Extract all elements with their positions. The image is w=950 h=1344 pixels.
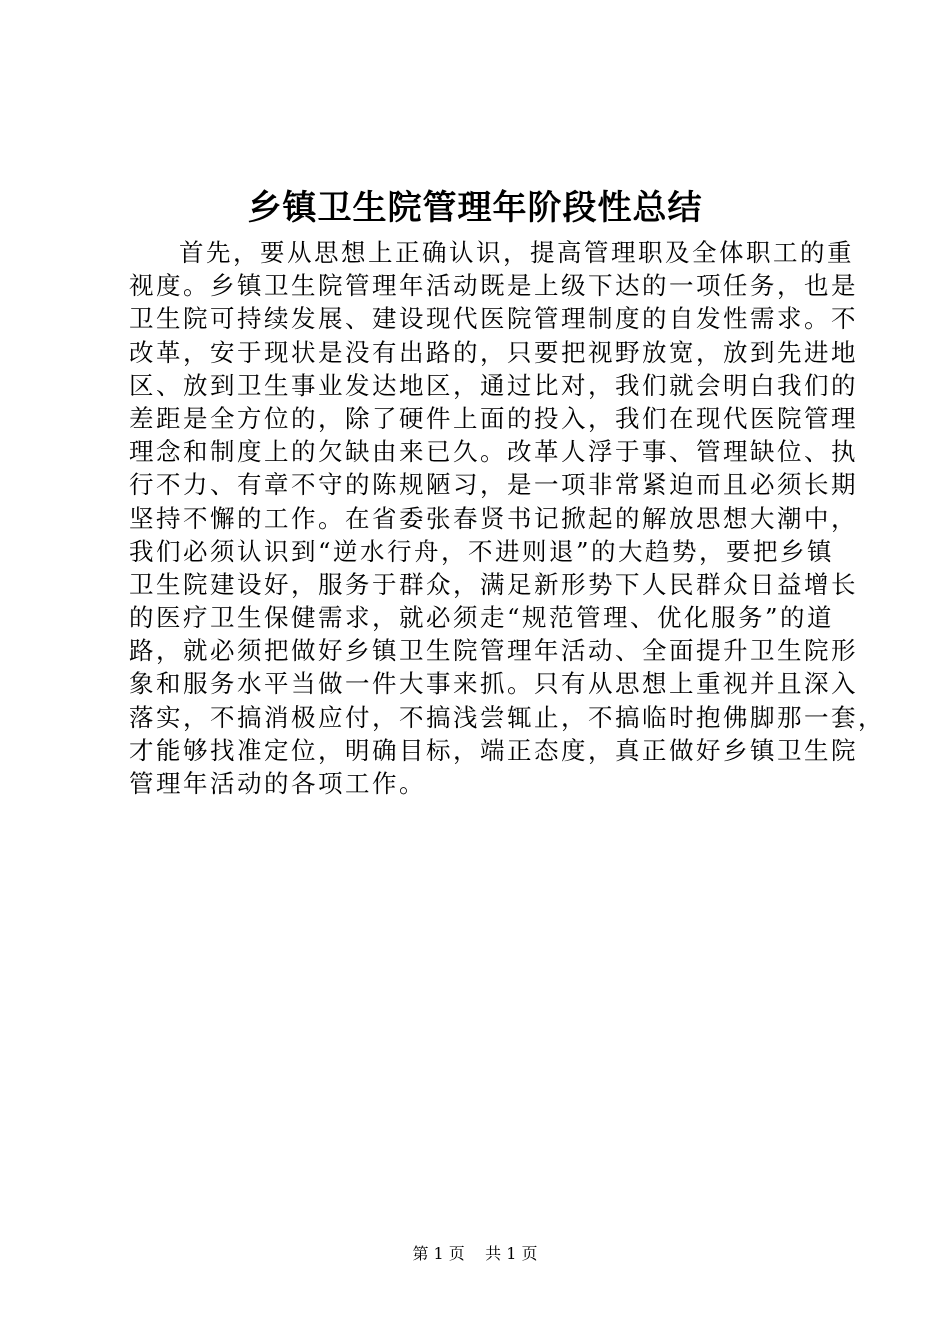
paragraph-line: 才能够找准定位，明确目标，端正态度，真正做好乡镇卫生院 — [129, 735, 858, 765]
paragraph-line: 卫生院建设好，服务于群众，满足新形势下人民群众日益增长 — [129, 569, 858, 599]
paragraph-line: 的医疗卫生保健需求，就必须走“规范管理、优化服务”的道 — [129, 603, 835, 633]
paragraph-line: 落实，不搞消极应付，不搞浅尝辄止，不搞临时抱佛脚那一套， — [129, 702, 885, 732]
paragraph-line: 视度。乡镇卫生院管理年活动既是上级下达的一项任务，也是 — [129, 271, 858, 301]
paragraph-line: 行不力、有章不守的陈规陋习，是一项非常紧迫而且必须长期 — [129, 470, 858, 500]
document-title: 乡镇卫生院管理年阶段性总结 — [247, 188, 703, 228]
paragraph-line: 区、放到卫生事业发达地区，通过比对，我们就会明白我们的 — [129, 370, 858, 400]
page-total: 共 1 页 — [485, 1244, 538, 1263]
paragraph-line: 首先，要从思想上正确认识，提高管理职及全体职工的重 — [179, 238, 854, 267]
paragraph-line: 路，就必须把做好乡镇卫生院管理年活动、全面提升卫生院形 — [129, 636, 858, 666]
paragraph-line: 我们必须认识到“逆水行舟，不进则退”的大趋势，要把乡镇 — [129, 536, 835, 566]
page-number: 第 1 页 — [412, 1244, 465, 1263]
paragraph-line: 改革，安于现状是没有出路的，只要把视野放宽，放到先进地 — [129, 337, 858, 367]
paragraph-line: 象和服务水平当做一件大事来抓。只有从思想上重视并且深入 — [129, 669, 858, 699]
paragraph-line: 坚持不懈的工作。在省委张春贤书记掀起的解放思想大潮中， — [129, 503, 858, 533]
page-footer — [0, 1243, 950, 1265]
footer-spacer — [470, 1244, 480, 1263]
document-body — [129, 236, 885, 800]
paragraph-line: 差距是全方位的，除了硬件上面的投入，我们在现代医院管理 — [129, 403, 858, 433]
paragraph-line: 卫生院可持续发展、建设现代医院管理制度的自发性需求。不 — [129, 304, 858, 334]
paragraph-line: 管理年活动的各项工作。 — [129, 769, 426, 798]
paragraph-line: 理念和制度上的欠缺由来已久。改革人浮于事、管理缺位、执 — [129, 437, 858, 467]
